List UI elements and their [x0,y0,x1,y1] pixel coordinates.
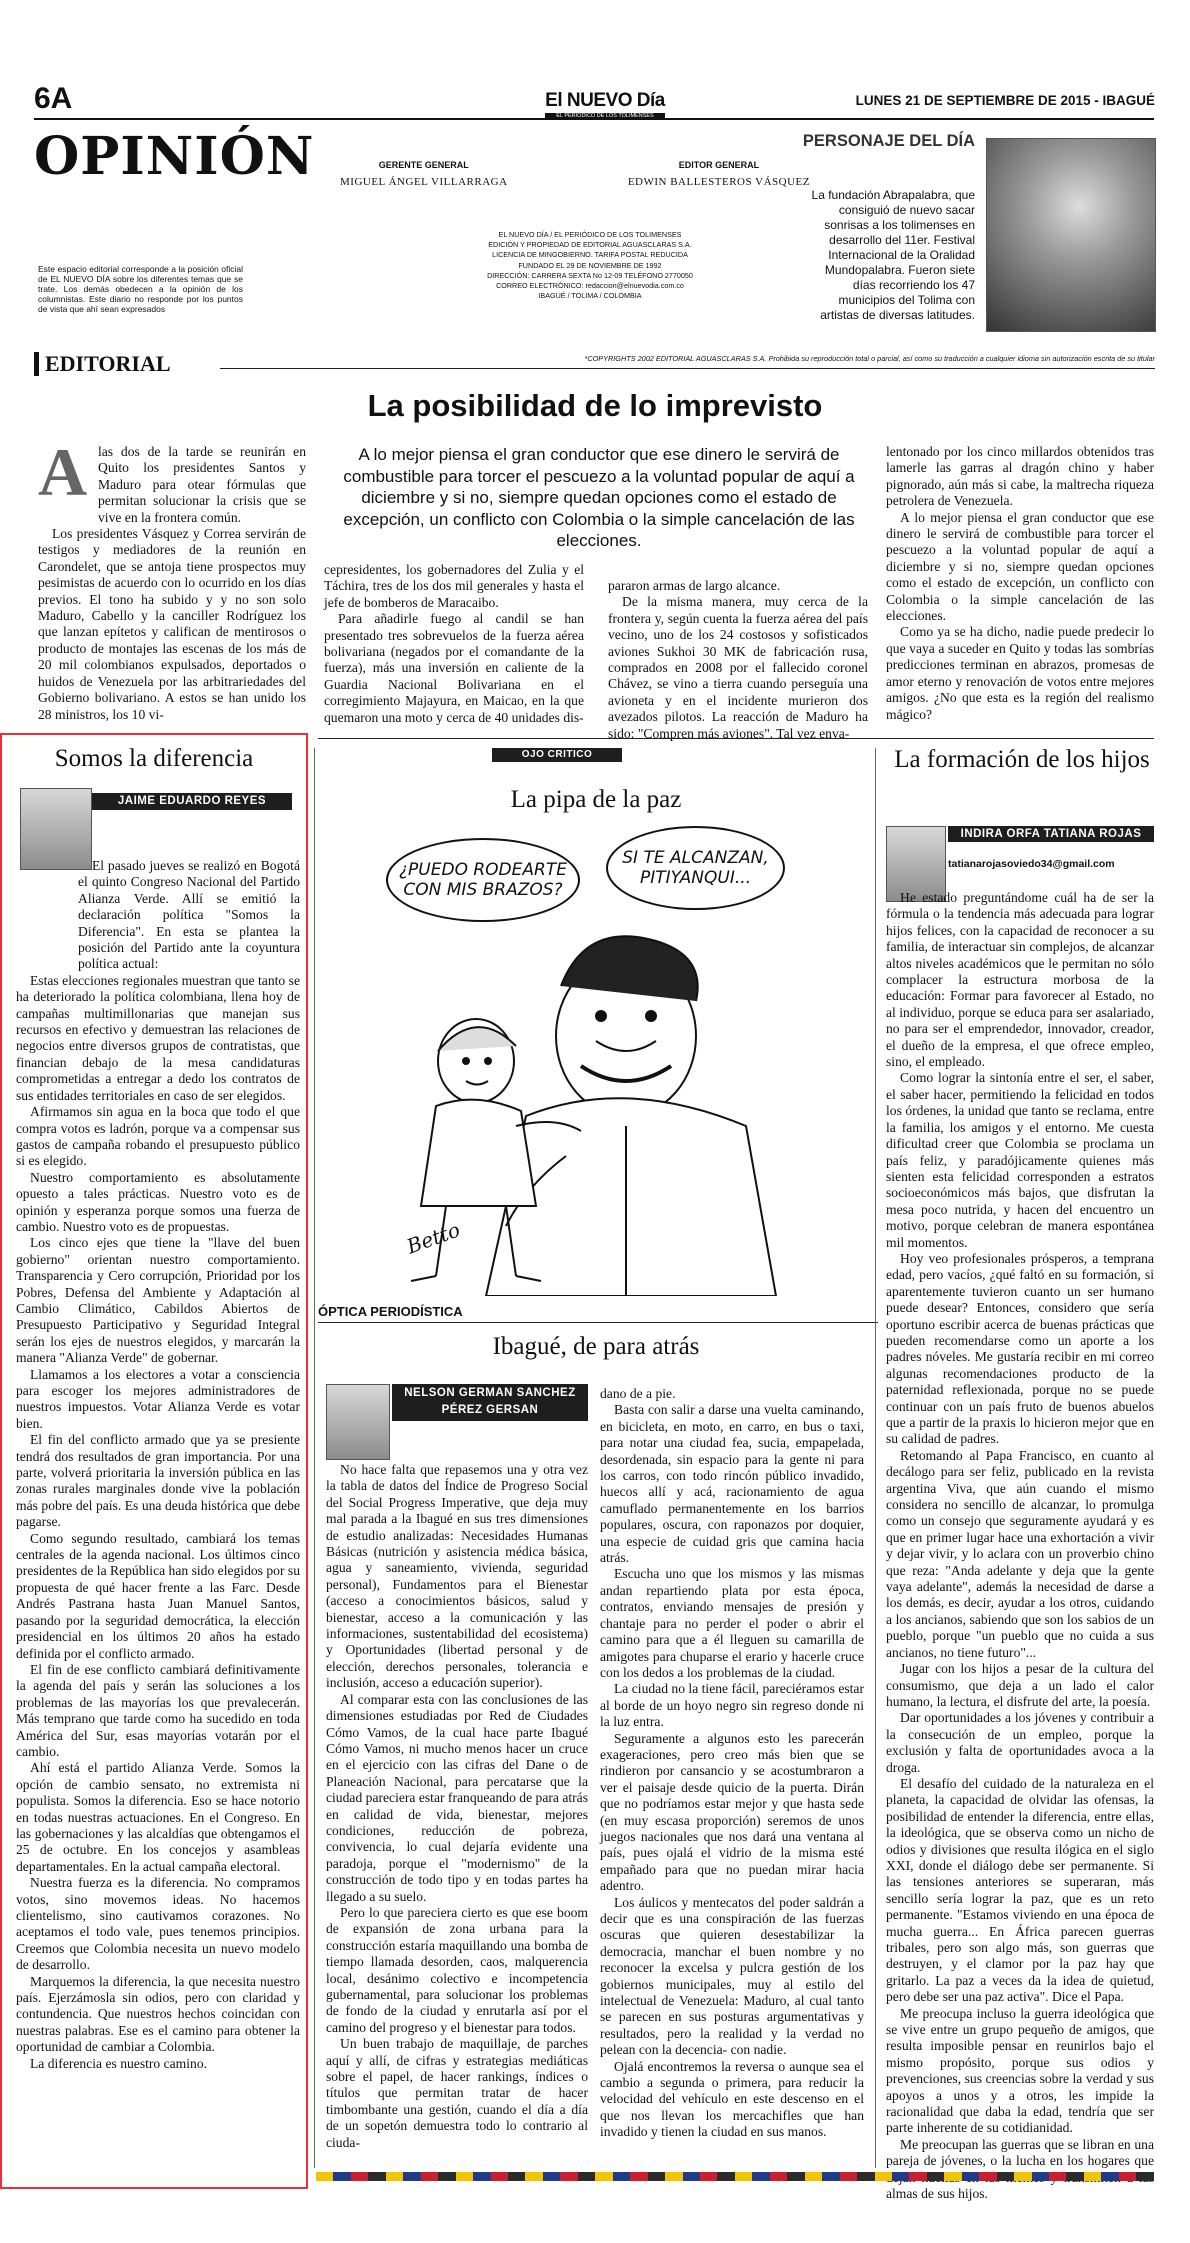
stripe-segment [717,2172,734,2181]
stripe-segment [578,2172,595,2181]
personaje-del-dia [800,132,1155,332]
publisher-line: CORREO ELECTRÓNICO: redaccion@elnuevodia.com.co [496,281,684,291]
paragraph: El pasado jueves se realizó en Bogotá el quinto Congreso Nacional del Partido Alianza Verde. Allí se emitió la declaración política "Somos la Diferencia". En esta se plantea la posición del Partido ante la coyuntura política actual: [78,858,300,972]
logo-text: El NUEVO Día [545,90,665,111]
stripe-segment [927,2172,944,2181]
stripe-segment [613,2172,630,2181]
paragraph: Estas elecciones regionales muestran que tanto se ha deteriorado la política colombiana, llena hoy de campañas multimillonarias que manejan sus recursos en efectivo y demuestran las relaciones de negocios entre diversos grupos de contratistas, que financian debajo de la mesa candidaturas comprometidas a entregar a dedo los contratos de sus entidades territoriales en caso de ser elegidos. [16,972,300,1103]
paragraph: La diferencia es nuestro camino. [30,2055,208,2071]
stripe-segment [857,2172,874,2181]
paragraph: Me preocupan las guerras que se libran en una pareja de jóvenes, o la lucha en los hogares que almas de sus hijos. [886,2136,1154,2202]
paragraph: El fin de ese conflicto cambiará definitivamente la agenda del país y serán las soluciones a los problemas de las mayorías los que prevalecerán. Más temprano que tarde como ha sucedido en toda América del Sur, esas mayorías votarán por el cambio. [16,1661,300,1759]
paragraph: Pero lo que pareciera cierto es que ese boom de expansión de zona urbana para la construcción estaría maquillando una bomba de tiempo llamada desorden, caos, malquerencia local, desánimo colectivo e incompetencia gubernamental, para solucionar los problemas de fondo de la ciudad y enrutarla así por el camino del progreso y el bienestar para todos. [326,1904,588,2035]
stripe-segment [665,2172,682,2181]
paragraph: Afirmamos sin agua en la boca que todo el que compra votos es ladrón, porque va a compensar sus gastos de campaña robando el presupuesto público si es elegido. [16,1104,300,1169]
center-author-photo [326,1384,390,1460]
paragraph: No hace falta que repasemos una y otra vez la tabla de datos del Índice de Progreso Social del Social Progress Imperative, que deja muy mal parada a la Ibagué en sus tres dimensiones de estudio analizadas: Necesidades Humanas Básicas (nutrición y asistencia médica básica, agua y saneamiento, vivienda, seguridad personal), Fundamentos para el Bienestar (acceso a conocimientos básicos, salud y bienestar, acceso a la comunicación y las informaciones, sustentabilidad del ecosistema) y Oportunidades (libertad personal y de elección, derechos personales, tolerancia e inclusión, acceso a educación superior). [326,1462,588,1691]
editorial-dropcap: A [38,434,88,510]
paragraph: Ojalá encontremos la reversa o aunque sea el cambio a segunda o primera, para reducir la velocidad del vehículo en este descenso en el que nos llevan los mercachifles que han invadido y tienen la ciudad en sus manos. [600,2058,864,2140]
paragraph: Llamamos a los electores a votar a consciencia para escoger los mejores administradores de nuestros impuestos. Votar Alianza Verde es votar bien. [16,1366,300,1431]
bubble-right: SI TE ALCANZAN, PITIYANQUI... [606,826,785,910]
cartoon-title: La pipa de la paz [510,786,682,813]
stripe-segment [962,2172,979,2181]
editorial-rule [220,368,1155,369]
paragraph: Escucha uno que los mismos y las mismas andan repartiendo plata por esta época, contratos, enviando mensajes de presión y chantaje para no perder el poder o abrir el camino para que a él lleguen su camarilla de amigotes para chuparse el erario y hacerle cruce con los dedos a los problemas de la ciudad. [600,1566,864,1680]
stripe-segment [508,2172,525,2181]
stripe-segment [875,2172,892,2181]
stripe-segment [1119,2172,1136,2181]
stripe-segment [560,2172,577,2181]
logo-tagline: EL PERIÓDICO DE LOS TOLIMENSES [545,113,665,119]
paragraph: Ahí está el partido Alianza Verde. Somos la opción de cambio sensato, no extremista ni populista. Somos la diferencia. Eso se hace notorio en todas nuestras actuaciones. En el Congreso. En las gobernaciones y las alcaldías que obtengamos el 25 de octubre. En los concejos y asambleas departamentales. En la actual campaña electoral. [16,1760,300,1874]
editorial-label: EDITORIAL [34,352,171,376]
paragraph: lentonado por los cinco millardos obtenidos tras lamerle las garras al dragón chino y haber pignorado, aún más si cabe, la maltrecha riqueza petrolera de Venezuela. [886,444,1154,509]
date-line: LUNES 21 DE SEPTIEMBRE DE 2015 - IBAGUÉ [855,93,1155,108]
stripe-segment [368,2172,385,2181]
stripe-segment [351,2172,368,2181]
publisher-line: EDICIÓN Y PROPIEDAD DE EDITORIAL AGUASCLARAS S.A. [488,240,692,250]
stripe-segment [403,2172,420,2181]
paragraph: Como ya se ha dicho, nadie puede predecir lo que vaya a suceder en Quito y todas las sombrías predicciones terminan en abrazos, promesas de amor eterno y renovación de votos entre mejores amigos. ¿No que esta es la región del realismo mágico? [886,624,1154,722]
stripe-segment [333,2172,350,2181]
staff-member [628,160,810,188]
paragraph: Los cinco ejes que tiene la "llave del buen gobierno" orientan nuestro comportamiento. Transparencia y Cero corrupción, Prioridad por los Pobres, Defensa del Ambiente y Adaptación al Cambio Climático, Cabildos Abiertos de Presupuesto Participativo y Seguridad Integral serán los ejes de nuestros elegidos, y marcarán la manera "Alianza Verde" de gobernar. [16,1235,300,1366]
bubble-left: ¿PUEDO RODEARTE CON MIS BRAZOS? [386,838,580,922]
paragraph: Jugar con los hijos a pesar de la cultura del consumismo, que deja a un lado el calor humano, la lectura, el disfrute del arte, la poesía. [886,1661,1154,1709]
paragraph: cepresidentes, los gobernadores del Zulia y el Táchira, tres de los dos mil generales y hasta el jefe de bomberos de Maracaibo. [324,562,584,610]
editorial-column-2 [324,562,584,726]
right-divider [875,748,876,2168]
stripe-segment [840,2172,857,2181]
center-text-column-1 [326,1462,588,2151]
stripe-segment [892,2172,909,2181]
stripe-segment [421,2172,438,2181]
stripe-segment [491,2172,508,2181]
paragraph: Basta con salir a darse una vuelta caminando, en bicicleta, en moto, en carro, en bus o taxi, para notar una ciudad fea, sucia, empapelada, desordenada, sin espacio para la gente ni para los carros, con todo rincón público invadido, huecos allí y acá, racionamiento de agua camuflado permanentemente en los barrios populares, oscura, con raponazos por doquier, una especie de cuidad gris que camina hacia atrás. [600,1402,864,1566]
paragraph: La ciudad no la tiene fácil, pareciéramos estar al borde de un hoyo negro sin regreso donde ni la luz entra. [600,1681,864,1730]
newspaper-logo [545,90,665,119]
optica-rule [318,1322,878,1323]
paragraph: He estado preguntándome cuál ha de ser la fórmula o la tendencia más adecuada para lograr hijos felices, con la capacidad de reconocer a su familia, de interactuar sin complejos, de alcanzar altos niveles académicos que le permitan no sólo complacer la estructura morbosa de la educación: Formar para favorecer al Estado, no al individuo, porque se educa para ser asalariado, no para ser el emprendedor, innovador, creador, el dueño de la empresa, el que ofrece empleo, sino, el empleado. [886,890,1154,1070]
staff-name: EDWIN BALLESTEROS VÁSQUEZ [627,176,810,188]
paragraph: dano de a pie. [600,1386,676,1401]
stripe-segment [683,2172,700,2181]
left-column-title: Somos la diferencia [54,745,254,772]
cartoon-signature: Betto [403,1217,464,1259]
stripe-segment [979,2172,996,2181]
paragraph: Nuestra fuerza es la diferencia. No compramos votos, sino movemos ideas. No hacemos clientelismo, sino cautivamos corazones. No aceptamos el todo vale, pues tenemos principios. Creemos que Colombia necesita un nuevo modelo de desarrollo. [16,1875,300,1973]
page-number: 6A [34,82,73,115]
staff-block [340,160,810,188]
stripe-segment [944,2172,961,2181]
center-author-name: NELSON GERMAN SANCHEZ PÉREZ GERSAN [392,1384,588,1421]
stripe-segment [473,2172,490,2181]
stripe-segment [909,2172,926,2181]
staff-member [340,160,508,188]
right-column-title: La formación de los hijos [894,746,1150,773]
section-title: OPINIÓN [34,126,315,187]
center-column-title: Ibagué, de para atrás [492,1333,700,1360]
stripe-segment [822,2172,839,2181]
stripe-segment [1084,2172,1101,2181]
stripe-segment [648,2172,665,2181]
optica-label: ÓPTICA PERIODÍSTICA [318,1304,463,1319]
publisher-line: LICENCIA DE MINGOBIERNO. TARIFA POSTAL REDUCIDA [492,250,688,260]
stripe-segment [770,2172,787,2181]
paragraph: Para añadirle fuego al candil se han presentado tres sobrevuelos de la fuerza aérea bolivariana (negados por el comandante de la fuerza), más una inversión en caliente de la Guardia Nacional Bolivariana en el corregimiento Majayura, en Maicao, en la que quemaron una moto y cerca de 40 unidades dis- [324,611,584,725]
stripe-segment [735,2172,752,2181]
stripe-segment [630,2172,647,2181]
stripe-segment [1014,2172,1031,2181]
stripe-segment [805,2172,822,2181]
footer-stripe [316,2172,1154,2181]
paragraph: De la misma manera, muy cerca de la frontera y, según cuenta la fuerza aérea del país vecino, uno de los 24 costosos y sofisticados aviones Sukhoi 30 MK de fabricación rusa, comprados en 2008 por el fallecido coronel Chávez, se vino a tierra cuando perseguía una avioneta y en el incidente murieron dos avezados pilotos. La reacción de Maduro ha sido: "Compren más aviones". Tal vez enva- [608,594,868,741]
paragraph: Nuestro comportamiento es absolutamente opuesto a tales prácticas. Nuestro voto es de opinión y esperanza porque somos una fuerza de cambio. Nuestro voto es de propuestas. [16,1169,300,1234]
paragraph: El desafío del cuidado de la naturaleza en el planeta, la capacidad de olvidar las ofensas, la posibilidad de entender la diferencia, entre ellas, la ideológica, que se observa como un nicho de odios y divisiones que resulta ilógica en el siglo XXI, donde el diálogo debe ser permanente. Si las tensiones anteriores se superaran, más sencillo sería lograr la paz, que es un reto permanente. "Estamos viviendo en una época de mucha guerra... En África parecen guerras tribales, pero son algo más, son guerras que destruyen, y el clamor por la paz hay que gritarlo. La paz a veces da la idea de quietud, pero debe ser una paz activa". Dice el Papa. [886,1775,1154,2005]
paragraph: A lo mejor piensa el gran conductor que ese dinero le servirá de combustible para torcer el pescuezo a la voluntad popular de aquí a diciembre y si no, siempre quedan opciones como el estado de excepción, un conflicto con Colombia o la simple cancelación de las elecciones. [886,509,1154,624]
stripe-segment [1049,2172,1066,2181]
publisher-line: FUNDADO EL 29 DE NOVIEMBRE DE 1992 [518,260,662,270]
paragraph: Como lograr la sintonía entre el ser, el saber, el saber hacer, permitiendo la felicidad en todos los órdenes, la unidad que tanto se reclama, entre la familia, los amigos y el entorno. Me cuesta dificultad creer que Colombia se proclama un país feliz, y paradójicamente quienes más sienten esta felicidad corresponden a estratos socioeconómicos más bajos, que disfrutan la mesa poco nutrida, y hacen del encuentro un motivo, porque celebran de manera espontánea mil momentos. [886,1070,1154,1250]
paragraph: las dos de la tarde se reunirán en Quito los presidentes Santos y Maduro para otear fórmulas que permitan solucionar la crisis que se vive en la frontera común. [98,444,306,525]
paragraph: Me preocupa incluso la guerra ideológica que se vive entre un grupo pequeño de amigos, que resulta imposible pensar en reunirlos bajo el mismo propósito, porque sus odios y prevenciones, sus creencias sobre la verdad y sus apoyos a unos y a otros, les impide la racionalidad que daba la edad, tendría que ser parte inherente de su cotidianidad. [886,2005,1154,2136]
editorial-bottom-rule [318,738,1154,739]
paragraph: El fin del conflicto armado que ya se presiente tendrá dos resultados de gran importancia. Por una parte, volverá prioritaria la inversión pública en las zonas rurales marginales donde vive la población más pobre del país. Es una deuda histórica que debe pagarse. [16,1432,300,1530]
stripe-segment [543,2172,560,2181]
paragraph: Marquemos la diferencia, la que necesita nuestro país. Ejerzámosla sin odios, pero con claridad y contundencia. Que nuestros hechos coincidan con nuestras palabras. Ese es el camino para obtener la oportunidad de cambiar a Colombia. [16,1973,300,2055]
stripe-segment [595,2172,612,2181]
cartoon [326,826,866,1296]
staff-name: MIGUEL ÁNGEL VILLARRAGA [340,176,508,188]
personaje-title: PERSONAJE DEL DÍA [802,132,975,150]
stripe-segment [456,2172,473,2181]
right-column-text [886,890,1154,2203]
left-column-text [16,858,300,2072]
stripe-segment [1032,2172,1049,2181]
ojo-critico-label: OJO CRITICO [492,748,622,762]
paragraph: Los presidentes Vásquez y Correa servirán de testigos y mediadores de la reunión en Carondelet, que se antoja tiene prospectos muy pesimistas de acuerdo con lo ocurrido en los días previos. El tono ha subido y y no son solo Maduro, Cabello y la canciller Rodríguez los que lanzan epítetos y califican de mentirosos o producto de montajes las escenas de los más de 20 mil colombianos expulsados, deportados o huidos de Venezuela por las arbitrariedades del Gobierno bolivariano. A estos se han unido los 28 ministros, los 10 vi- [38,526,306,722]
editorial-deck: A lo mejor piensa el gran conductor que ese dinero le servirá de combustible para torcer el pescuezo a la voluntad popular de aquí a diciembre y si no, siempre quedan opciones como el estado de excepción, un conflicto con Colombia o la simple cancelación de las elecciones. [343,445,855,550]
left-author-name: JAIME EDUARDO REYES [92,793,292,810]
paragraph: Seguramente a algunos esto les parecerán exageraciones, pero creo más bien que se rindieron por cansancio y se acostumbraron a ver el paisaje desde quicio de la puerta. Dirán que no podríamos estar mejor y que hasta sede (en muy escasa proporción) seremos de unos juegos nacionales que nos dará una ventana al país, pues ojalá el vidrio de la misma esté empañado para que no puedan mirar hacia adentro. [600,1730,864,1894]
stripe-segment [438,2172,455,2181]
right-author-email[interactable]: tatianarojasoviedo34@gmail.com [948,858,1115,870]
publisher-line: IBAGUÉ / TOLIMA / COLOMBIA [538,291,642,301]
staff-role: GERENTE GENERAL [378,160,469,170]
editorial-column-4 [886,444,1154,723]
paragraph: pararon armas de largo alcance. [608,578,781,593]
paragraph: Los áulicos y mentecatos del poder saldrán a decir que es una conspiración de las fuerzas oscuras que quieren desestabilizar la democracia, manchar el buen nombre y no reconocer la excelsa y pulcra gestión de los gobiernos municipales, muy al estilo del intelectual de Venezuela: Maduro, al cual tanto se parecen en sus posturas argumentativas y resultados, pero la realidad y la verdad no pelean con la decencia- con nadie. [600,1894,864,2058]
stripe-segment [1066,2172,1083,2181]
editorial-headline: La posibilidad de lo imprevisto [367,388,823,423]
publisher-block [430,230,750,301]
right-author-name: INDIRA ORFA TATIANA ROJAS [948,826,1154,842]
intro-note: Este espacio editorial corresponde a la posición oficial de EL NUEVO DÍA sobre los diferentes temas que se trate. Los demás obedecen a la opinión de los columnistas. Este diario no responde por los puntos de vista que ahí sean expresados [38,264,243,314]
stripe-segment [1136,2172,1153,2181]
left-divider [314,748,315,2168]
stripe-segment [787,2172,804,2181]
staff-role: EDITOR GENERAL [678,160,760,170]
editorial-column-3 [608,578,868,742]
publisher-line: EL NUEVO DÍA / EL PERIÓDICO DE LOS TOLIMENSES [498,230,682,239]
stripe-segment [386,2172,403,2181]
stripe-segment [316,2172,333,2181]
paragraph: Dar oportunidades a los jóvenes y contribuir a la consecución de un empleo, porque la exclusión y falta de oportunidades avoca a la droga. [886,1710,1154,1775]
stripe-segment [1101,2172,1118,2181]
center-text-column-2 [600,1386,864,2141]
publisher-line: DIRECCIÓN: CARRERA SEXTA No 12-09 TELÉFONO 2770050 [487,270,693,280]
copyright-notice: *COPYRIGHTS 2002 EDITORIAL AGUASCLARAS S.A. Prohibida su reproducción total o parcial, así como su traducción a cualquier idioma sin autorización escrita de su titular [584,354,1155,363]
stripe-segment [700,2172,717,2181]
stripe-segment [752,2172,769,2181]
paragraph: Al comparar esta con las conclusiones de las dimensiones estudiadas por Red de Ciudades Cómo Vamos, de la cual hace parte Ibagué Cómo Vamos, ni mucho menos hacer un cruce en el ejercicio con las cifras del Dane o de Planeación Nacional, para percatarse que la ciudad pareciera estar franqueando de para atrás en calidad de vida, bienestar, mejores condiciones, reducción de pobreza, convivencia, lo cual dejaría evidente una paradoja, porque el "modernismo" de la construcción de todo tipo y en todas partes ha llegado a su suelo. [326,1691,588,1904]
personaje-photo [986,138,1156,332]
stripe-segment [525,2172,542,2181]
stripe-segment [997,2172,1014,2181]
personaje-text: La fundación Abrapalabra, que consiguió de nuevo sacar sonrisas a los tolimenses en desarrollo del 11er. Festival Internacional de la Oralidad Mundopalabra. Fueron siete días recorriendo los 47 municipios del Tolima con artistas de diversas latitudes. [811,188,975,322]
paragraph: Retomando al Papa Francisco, en cuanto al decálogo para ser feliz, publicado en la revista argentina Viva, que aún cuando el mismo considera no sencillo de alcanzar, lo promulga como un consejo que seguramente ayudará y es que en primer lugar hace una exhortación a vivir y dejar vivir, y lo aclara con un proverbio chino que reza: "Anda adelante y deja que la gente vaya adelante", además la necesidad de darse a los demás, es decir, ayudar a los otros, cuidando a los ancianos, sabiendo que son los sabios de un pueblo, porque "un pueblo que no cuida a sus ancianos, no tiene futuro"... [886,1447,1154,1660]
paragraph: Hoy veo profesionales prósperos, a temprana edad, pero vacíos, ¿qué faltó en su formación, si aparentemente tuvieron cuanto un ser humano puede desear? Entonces, considero que sería oportuno escribir acerca de buenas prácticas que pueden recomendarse como un aporte a los padres nóveles. Me gustaría recibir en mi correo algunas recomendaciones producto de la paternidad reflexionada, porque no se puede continuar con un país fruto de buenos abuelos que a partir de la praxis lo hicieron mejor que en su calidad de padres. [886,1250,1154,1447]
paragraph: Como segundo resultado, cambiará los temas centrales de la agenda nacional. Los últimos cinco presidentes de la República han sido elegidos por su propuesta de qué hacer frente a las Farc. Desde Andrés Pastrana hasta Juan Manuel Santos, pasando por la seguridad democrática, la elección presidencial en los últimos 20 años ha estado definida por el conflicto armado. [16,1530,300,1661]
editorial-column-1 [38,444,306,723]
paragraph: Un buen trabajo de maquillaje, de parches aquí y allí, de cifras y estrategias mediáticas sobre el papel, de hacer rankings, índices o títulos que permitan tratar de hacer timbombante una gestión, cuando el día a día de un sopetón demuestra todo lo contrario al ciuda- [326,2036,588,2150]
